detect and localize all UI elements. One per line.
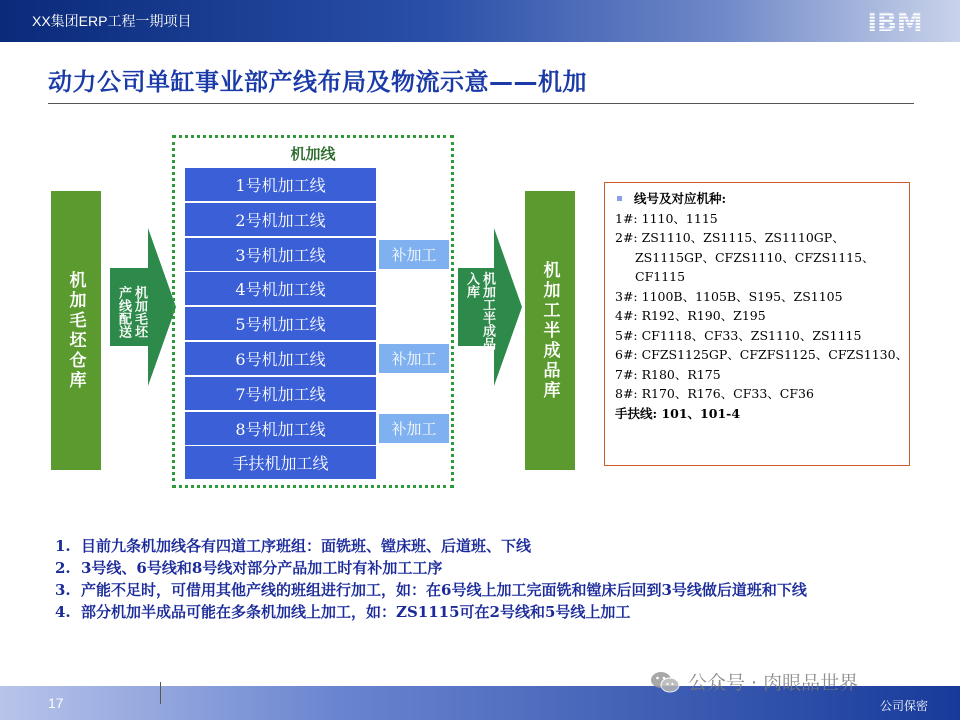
note-item bbox=[55, 535, 915, 557]
note-text: 部分机加半成品可能在多条机加线上加工，如：ZS1115可在2号线和5号线上加工 bbox=[81, 603, 631, 621]
arrow-in-label-col2: 产线配送 bbox=[116, 286, 131, 338]
note-item bbox=[55, 601, 915, 623]
supplement-process-box: 补加工 bbox=[379, 240, 449, 269]
arrow-out-label-col1: 机加工半成品 bbox=[480, 272, 495, 350]
models-list bbox=[615, 209, 909, 424]
blank-warehouse: 机加毛坯仓库 bbox=[51, 191, 101, 470]
models-row: 手扶线: 101、101-4 bbox=[615, 405, 741, 421]
project-title: XX集团ERP工程一期项目 bbox=[32, 13, 192, 29]
note-item bbox=[55, 557, 915, 579]
line-models-panel bbox=[604, 182, 910, 466]
confidential-label: 公司保密 bbox=[879, 699, 928, 713]
machining-line-box: 4号机加工线 bbox=[185, 272, 376, 305]
machining-line-box: 6号机加工线 bbox=[185, 342, 376, 375]
note-text: 产能不足时，可借用其他产线的班组进行加工，如：在6号线上加工完面铣和镗床后回到3号线做后道班和下线 bbox=[81, 581, 807, 599]
note-item bbox=[55, 579, 915, 601]
note-text: 3号线、6号线和8号线对部分产品加工时有补加工工序 bbox=[81, 559, 443, 577]
models-row: 4#: R192、R190、Z195 bbox=[615, 308, 766, 323]
machining-line-box: 手扶机加工线 bbox=[185, 446, 376, 479]
models-row: 3#: 1100B、1105B、S195、ZS1105 bbox=[615, 288, 843, 304]
supplement-process-box: 补加工 bbox=[379, 344, 449, 373]
svg-text:IBM: IBM bbox=[867, 8, 923, 35]
models-row: ZS1115GP、CFZS1110、CFZS1115、 bbox=[635, 249, 875, 265]
ibm-logo bbox=[864, 7, 926, 35]
watermark-text: 公众号 · 肉眼品世界 bbox=[688, 672, 859, 694]
models-row: 5#: CF1118、CF33、ZS1110、ZS1115 bbox=[615, 327, 862, 343]
arrow-out-label-col2: 入库 bbox=[464, 272, 479, 298]
models-row: 7#: R180、R175 bbox=[615, 366, 721, 382]
machining-lines-label: 机加线 bbox=[290, 145, 336, 163]
note-number: 2. bbox=[55, 559, 71, 577]
models-row: CF1115 bbox=[635, 269, 686, 284]
page-number: 17 bbox=[48, 695, 64, 711]
semi-finished-warehouse: 机加工半成品库 bbox=[525, 191, 575, 470]
inbound-arrow bbox=[110, 228, 176, 386]
models-row: 1#: 1110、1115 bbox=[615, 210, 718, 226]
note-number: 1. bbox=[55, 537, 71, 555]
watermark bbox=[650, 668, 858, 695]
note-number: 3. bbox=[55, 581, 71, 599]
supplement-process-box: 补加工 bbox=[379, 414, 449, 443]
machining-line-box: 2号机加工线 bbox=[185, 203, 376, 236]
machining-line-box: 1号机加工线 bbox=[185, 168, 376, 201]
title-divider bbox=[48, 103, 914, 104]
outbound-arrow bbox=[458, 228, 522, 386]
machining-line-box: 5号机加工线 bbox=[185, 307, 376, 340]
machining-line-box: 8号机加工线 bbox=[185, 412, 376, 445]
models-heading: 线号及对应机种: bbox=[634, 191, 727, 206]
notes-list bbox=[55, 535, 915, 623]
top-banner bbox=[0, 0, 960, 42]
footer-divider bbox=[160, 682, 161, 704]
machining-line-box: 3号机加工线 bbox=[185, 238, 376, 271]
models-row: 6#: CFZS1125GP、CFZFS1125、CFZS1130、 bbox=[615, 347, 909, 362]
note-text: 目前九条机加线各有四道工序班组：面铣班、镗床班、后道班、下线 bbox=[81, 537, 532, 555]
wechat-icon bbox=[650, 671, 680, 693]
arrow-in-label-col1: 机加毛坯 bbox=[132, 286, 147, 338]
models-row: 2#: ZS1110、ZS1115、ZS1110GP、 bbox=[615, 230, 845, 245]
models-row: 8#: R170、R176、CF33、CF36 bbox=[615, 386, 814, 401]
page-title: 动力公司单缸事业部产线布局及物流示意——机加 bbox=[48, 68, 587, 96]
bullet-icon bbox=[617, 196, 622, 201]
machining-line-box: 7号机加工线 bbox=[185, 377, 376, 410]
models-heading-row bbox=[615, 189, 909, 209]
note-number: 4. bbox=[55, 603, 71, 621]
